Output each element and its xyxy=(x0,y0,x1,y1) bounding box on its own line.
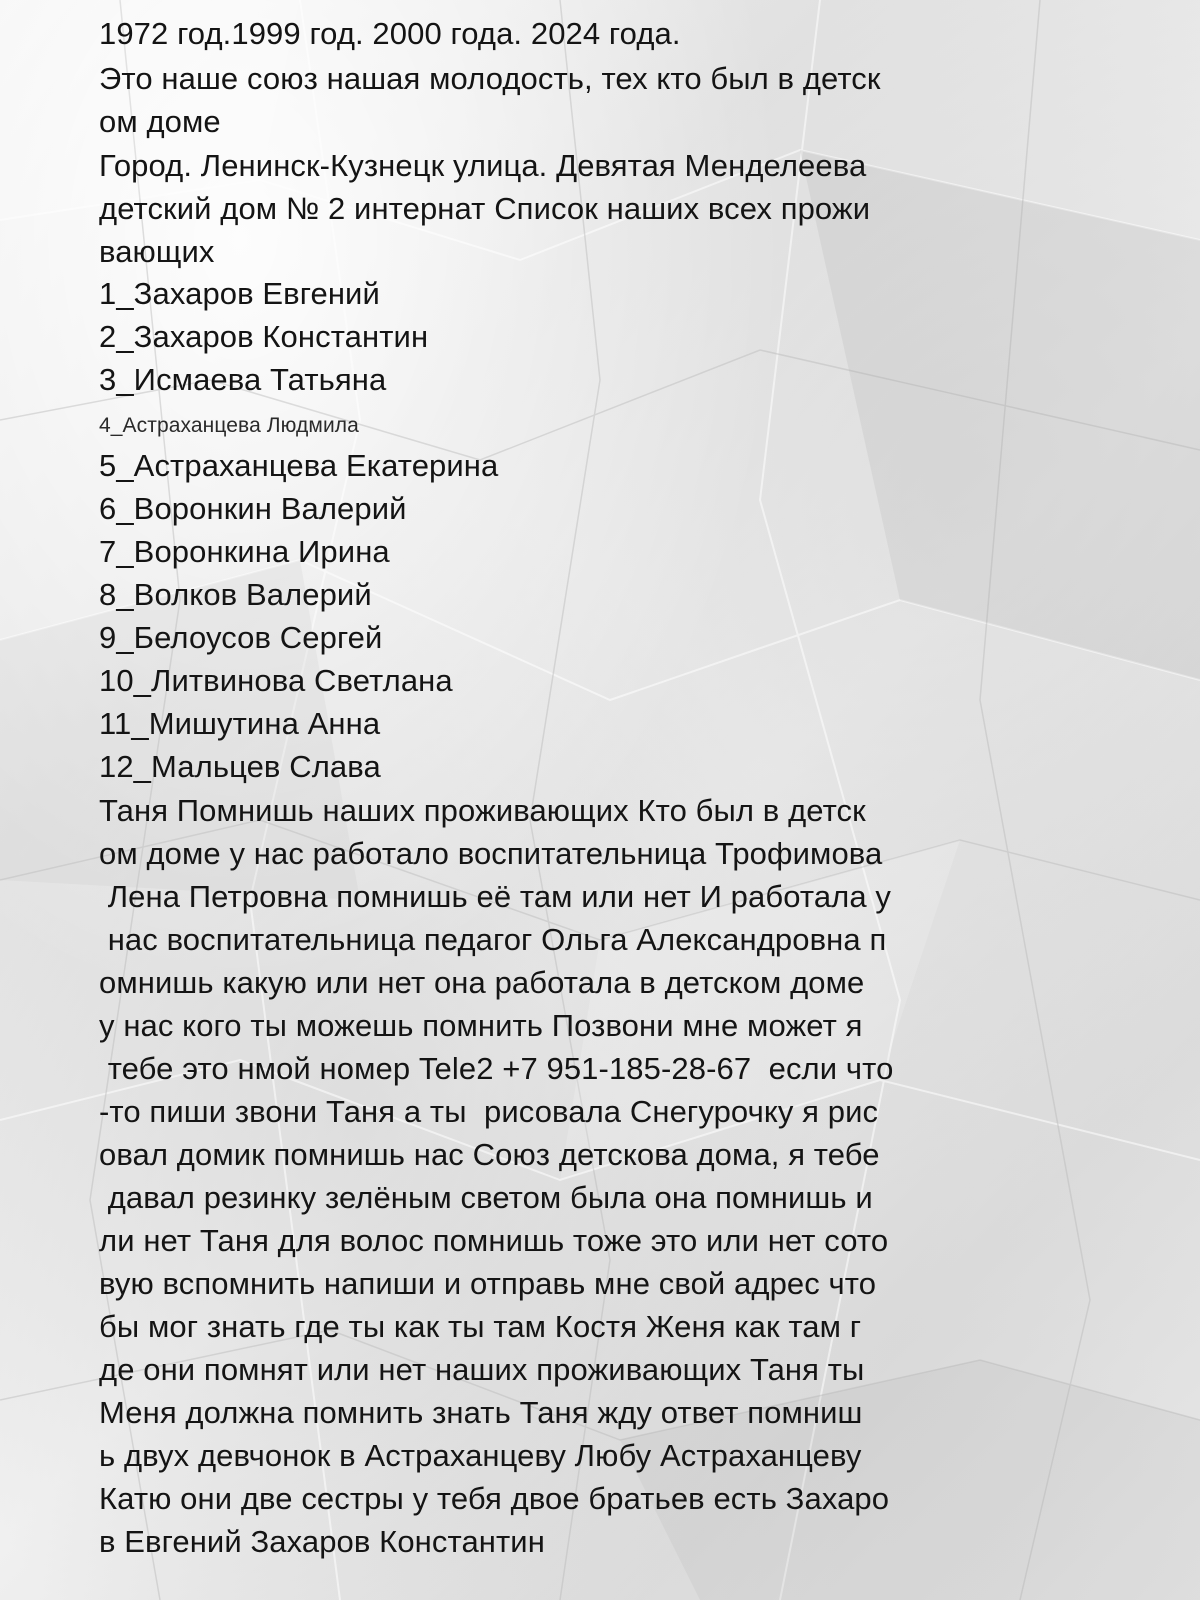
body-line-3: Лена Петровна помнишь её там или нет И работала у xyxy=(99,879,892,914)
list-item-5: 5_Астраханцева Екатерина xyxy=(99,448,499,483)
header-line-4: Город. Ленинск-Кузнецк улица. Девятая Менделеева xyxy=(99,148,867,183)
body-line-1: Таня Помнишь наших проживающих Кто был в детск xyxy=(99,793,866,828)
header-line-5: детский дом № 2 интернат Список наших всех прожи xyxy=(99,191,871,226)
list-item-1: 1_Захаров Евгений xyxy=(99,276,380,311)
body-line-8: -то пиши звони Таня а ты рисовала Снегурочку я рис xyxy=(99,1094,879,1129)
body-line-4: нас воспитательница педагог Ольга Александровна п xyxy=(99,922,887,957)
body-line-5: омнишь какую или нет она работала в детском доме xyxy=(99,965,865,1000)
list-item-11: 11_Мишутина Анна xyxy=(99,706,381,741)
header-line-3: ом доме xyxy=(99,104,221,139)
body-line-9: овал домик помнишь нас Союз детскова дома, я тебе xyxy=(99,1137,880,1172)
list-item-9: 9_Белоусов Сергей xyxy=(99,620,383,655)
body-line-15: Меня должна помнить знать Таня жду ответ помниш xyxy=(99,1395,863,1430)
body-line-18: в Евгений Захаров Константин xyxy=(99,1524,545,1559)
body-line-6: у нас кого ты можешь помнить Позвони мне может я xyxy=(99,1008,863,1043)
body-line-2: ом доме у нас работало воспитательница Трофимова xyxy=(99,836,883,871)
header-line-6: вающих xyxy=(99,234,215,269)
header-line-1: 1972 год.1999 год. 2000 года. 2024 года. xyxy=(99,16,681,51)
list-item-6: 6_Воронкин Валерий xyxy=(99,491,407,526)
header-line-2: Это наше союз нашая молодость, тех кто был в детск xyxy=(99,61,881,96)
body-line-17: Катю они две сестры у тебя двое братьев есть Захаро xyxy=(99,1481,890,1516)
list-item-10: 10_Литвинова Светлана xyxy=(99,663,453,698)
body-line-14: де они помнят или нет наших проживающих Таня ты xyxy=(99,1352,865,1387)
body-line-13: бы мог знать где ты как ты там Костя Женя как там г xyxy=(99,1309,862,1344)
list-item-3: 3_Исмаева Татьяна xyxy=(99,362,387,397)
list-item-4: 4_Астраханцева Людмила xyxy=(99,414,359,437)
body-line-11: ли нет Таня для волос помнишь тоже это или нет сото xyxy=(99,1223,889,1258)
body-line-16: ь двух девчонок в Астраханцеву Любу Астраханцеву xyxy=(99,1438,862,1473)
list-item-8: 8_Волков Валерий xyxy=(99,577,372,612)
list-item-2: 2_Захаров Константин xyxy=(99,319,429,354)
body-line-12: вую вспомнить напиши и отправь мне свой адрес что xyxy=(99,1266,877,1301)
list-item-12: 12_Мальцев Слава xyxy=(99,749,381,784)
body-line-10: давал резинку зелёным светом была она помнишь и xyxy=(99,1180,873,1215)
body-line-7: тебе это нмой номер Tele2 +7 951-185-28-67 если что xyxy=(99,1051,894,1086)
list-item-7: 7_Воронкина Ирина xyxy=(99,534,390,569)
